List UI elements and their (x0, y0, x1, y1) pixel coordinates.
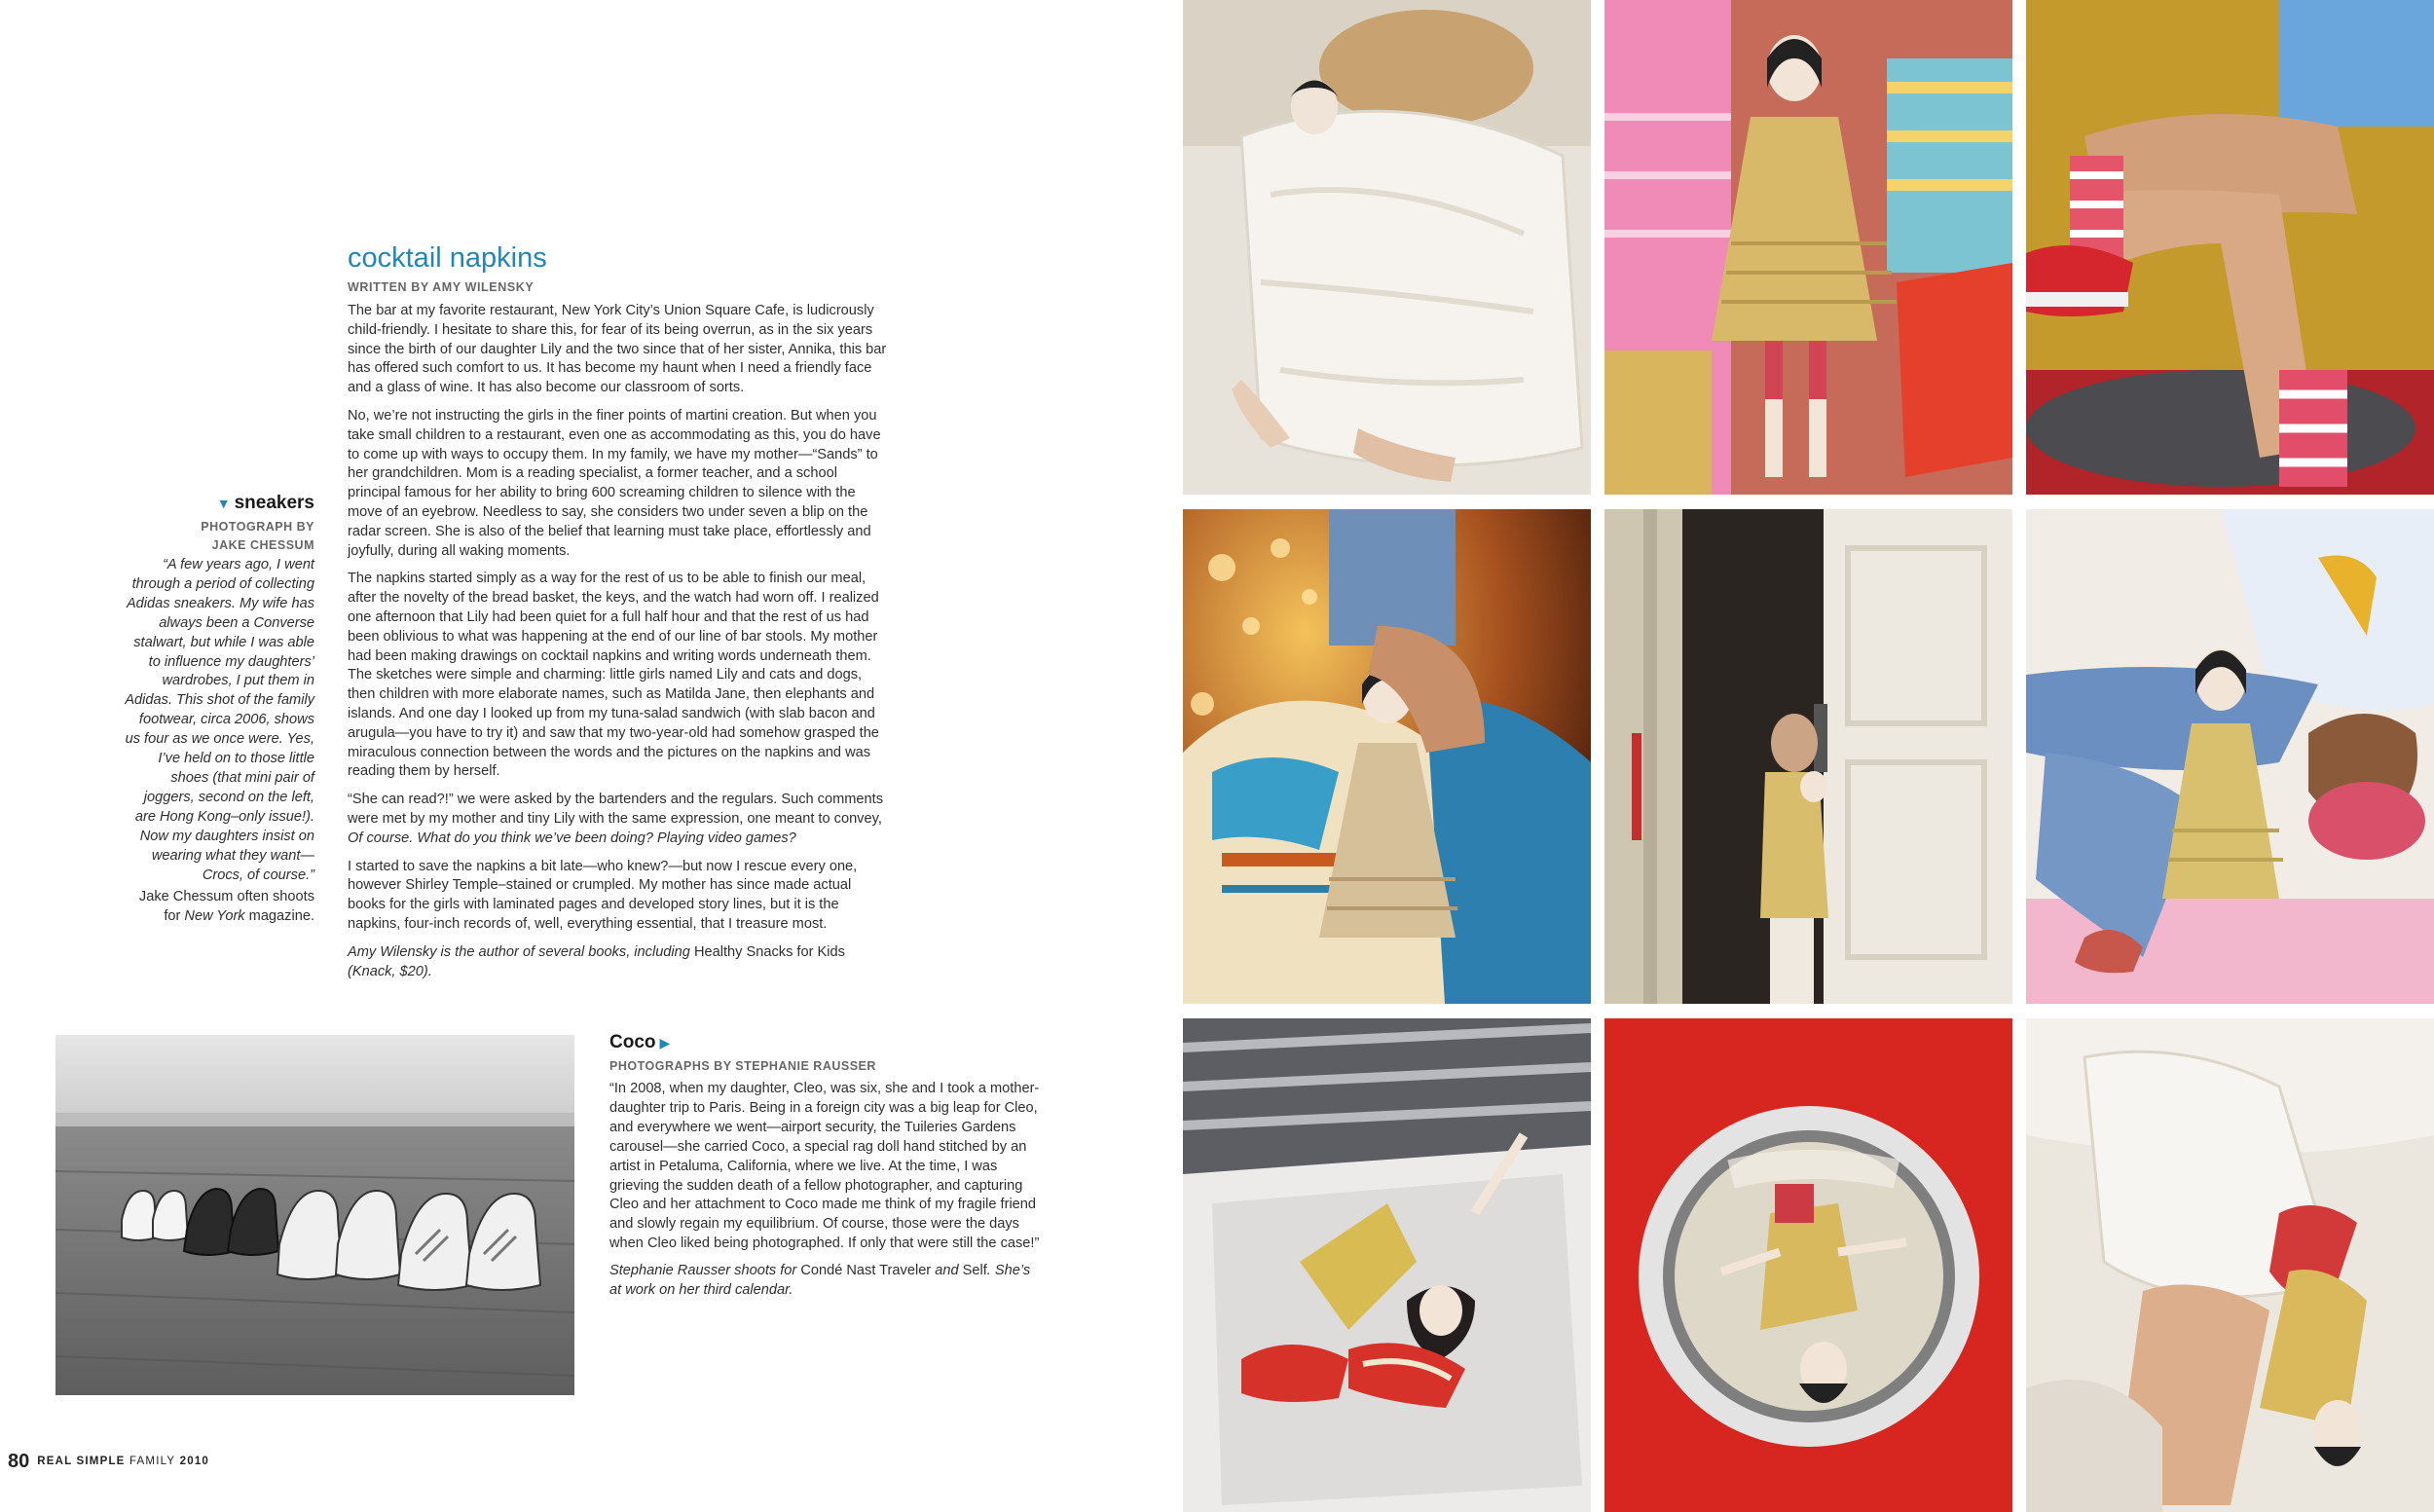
article-paragraph: The bar at my favorite restaurant, New York City’s Union Square Cafe, is ludicrously child-friendly. I hesitate to share this, for fear of its being overrun, as in the six years since the birth of our daughter Lily and the two since that of her sister, Annika, this bar has offered such comfort to us. It has become my haunt when I need a friendly face and a glass of wine. It has also become our classroom of sorts. (348, 303, 887, 396)
sneakers-bio-mag: New York (184, 908, 245, 925)
photo-illustration (1604, 509, 2012, 1004)
photo-illustration (1183, 0, 1591, 495)
article-paragraph (348, 791, 893, 848)
photo-illustration (2026, 1018, 2434, 1512)
photo-illustration (1604, 1018, 2012, 1512)
photo-illustration (2026, 509, 2434, 1004)
coco-quote: “In 2008, when my daughter, Cleo, was six, she and I took a mother-daughter trip to Paris. Being in a foreign city was a big leap for Cleo, and everywhere we went—airport security, the Tuileries Gardens carousel—she carried Coco, a special rag doll hand stitched by an artist in Petaluma, California, where we live. At the time, I was grieving the sudden death of a fellow photographer, and capturing Cleo and her attachment to Coco made me think of my fragile friend and slowly regain my equilibrium. Of course, those were the days when Cleo liked being photographed. If only that were still the case!” (609, 1081, 1040, 1252)
photo-illustration (1183, 1018, 1591, 1512)
magazine-title: REAL SIMPLE (37, 1456, 126, 1467)
sneakers-bio-tail: magazine. (244, 908, 314, 925)
article-title: cocktail napkins (348, 242, 547, 274)
photo-carousel (1183, 509, 1591, 1004)
article-paragraph: The napkins started simply as a way for the rest of us to be able to finish our meal, after the novelty of the bread basket, the keys, and the watch had worn off. I realized one afternoon that Lily had been quiet for a full half hour and that the rest of us had been oblivious to what was happening at the end of our line of bar stools. My mother had been making drawings on cocktail napkins and writing words underneath them. The sketches were simple and charming: little girls named Lily and cats and dogs, then children with more elaborate names, such as Matilda Jane, then elephants and islands. And one day I looked up from my tuna-salad sandwich (with slab bacon and arugula—you have to try it) and saw that my two-year-old had somehow grasped the miraculous connection between the words and the pictures on the napkins and was reading them by herself. (348, 571, 879, 780)
sidebar-coco (609, 1032, 1043, 1309)
photo-doorway (1604, 509, 2012, 1004)
magazine-year: 2010 (179, 1456, 210, 1467)
photo-illustration (1183, 509, 1591, 1004)
sneakers-bio-lead: Jake Chessum often shoots for (138, 889, 314, 925)
p4-lead: “She can read?!” we were asked by the bartenders and the regulars. Such comments were met by my mother and tiny Lily with the same expression, one meant to convey, (348, 792, 883, 827)
article-cocktail-napkins (348, 241, 893, 990)
coco-bio-part: . She’s at work on her third calendar. (609, 1263, 1031, 1299)
photo-red-sneakers (2026, 0, 2434, 495)
magazine-section: FAMILY (129, 1456, 176, 1467)
photo-doll-lap (2026, 509, 2434, 1004)
p4-italic: Of course. What do you think we’ve been doing? Playing video games? (348, 830, 796, 846)
photo-illustration (1604, 0, 2012, 495)
bio-lead: Amy Wilensky is the author of several books, including (348, 943, 694, 960)
article-paragraph: No, we’re not instructing the girls in the finer points of martini creation. But when you take small children to a restaurant, even one as accommodating as this, you do have to come up with ways to occupy them. In my family, we have my mother—“Sands” to her grandchildren. Mom is a reading specialist, a former teacher, and a school principal famous for her ability to bring 600 screaming children to silence with the move of an eyebrow. Needless to say, she considers two under seven a blip on the radar screen. She is also of the belief that learning must take place, effortlessly and joyfully, during all waking moments. (348, 407, 881, 559)
magazine-name (37, 1456, 209, 1467)
sneakers-bio (125, 888, 314, 927)
coco-bio-part: Condé Nast Traveler (800, 1263, 932, 1279)
sneakers-photo-illustration (55, 1035, 574, 1395)
coco-credit: PHOTOGRAPHS BY STEPHANIE RAUSSER (609, 1059, 876, 1073)
photo-washing-machine (1604, 1018, 2012, 1512)
article-paragraph: I started to save the napkins a bit late—who knew?—but now I rescue every one, however Shirley Temple–stained or crumpled. My mother has since made actual books for the girls with laminated pages and developed story lines, but it is the napkins, four-inch records of, well, everything essential, that I treasure most. (348, 858, 858, 932)
triangle-down-icon: ▼ (216, 496, 231, 511)
article-byline: WRITTEN BY AMY WILENSKY (348, 280, 535, 294)
coco-title-text: Coco (609, 1032, 656, 1052)
photo-doll-tray (1183, 1018, 1591, 1512)
photo-girl-sleeping (1183, 0, 1591, 495)
sneakers-title (125, 493, 314, 514)
page-folio (8, 1451, 209, 1473)
triangle-right-icon: ▶ (659, 1035, 671, 1051)
page-number: 80 (8, 1451, 30, 1472)
sidebar-sneakers (125, 493, 314, 927)
coco-bio-part: Self (962, 1263, 987, 1279)
sneakers-title-text: sneakers (234, 493, 314, 513)
coco-bio-part: and (931, 1263, 963, 1279)
bio-tail: (Knack, $20). (348, 963, 432, 979)
photo-illustration (2026, 0, 2434, 495)
photo-doll-on-clothes (1604, 0, 2012, 495)
sneakers-credit-line1: PHOTOGRAPH BY (201, 520, 314, 534)
sneakers-photo (55, 1035, 574, 1395)
photo-girl-on-bed (2026, 1018, 2434, 1512)
bio-book: Healthy Snacks for Kids (693, 943, 845, 960)
coco-bio-part: Stephanie Rausser shoots for (609, 1263, 801, 1279)
sneakers-quote: “A few years ago, I went through a period of collecting Adidas sneakers. My wife has always been a Converse stalwart, but while I was able to influence my daughters’ wardrobes, I put them in Adidas. This shot of the family footwear, circa 2006, shows us four as we once were. Yes, I’ve held on to those little shoes (that mini pair of joggers, second on the left, are Hong Kong–only issue!). Now my daughters insist on wearing what they want—Crocs, of course.” (125, 557, 314, 883)
author-bio (348, 943, 893, 982)
coco-bio (609, 1262, 1043, 1301)
sneakers-credit-line2: JAKE CHESSUM (211, 538, 314, 552)
coco-title (609, 1032, 1043, 1053)
